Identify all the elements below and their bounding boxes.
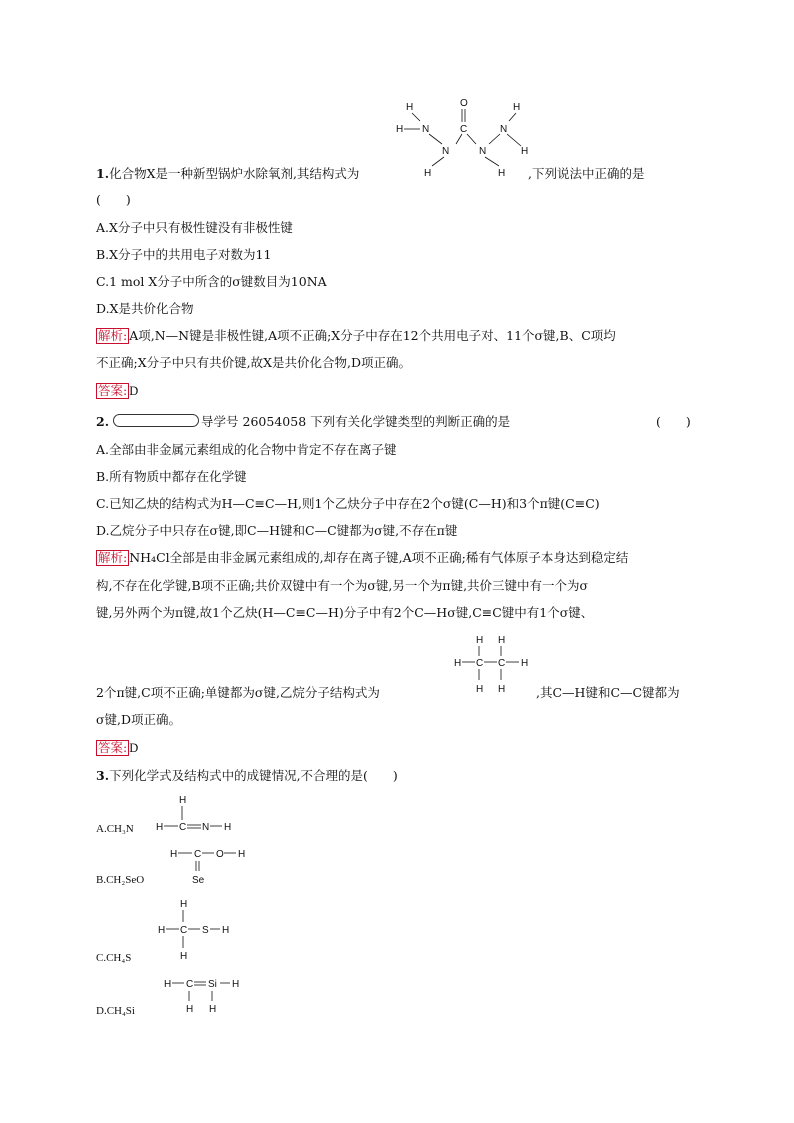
q1-stem-after: ,下列说法中正确的是 <box>528 166 645 181</box>
q3-option-b: B.CH₂SeO <box>96 874 145 886</box>
q1-analysis-line2: 不正确;X分子中只有共价键,故X是共价化合物,D项正确。 <box>96 355 411 370</box>
q3-stem-text: 下列化学式及结构式中的成键情况,不合理的是( ) <box>109 768 398 783</box>
atom-n: N <box>442 146 450 157</box>
q3-stem <box>96 768 398 784</box>
bond-line <box>429 134 442 144</box>
atom-n: N <box>500 124 508 135</box>
option-a-structure <box>152 793 242 839</box>
atom-n: N <box>479 146 487 157</box>
guide-badge <box>113 414 199 427</box>
q2-answer <box>96 740 138 756</box>
atom-c: C <box>460 124 468 135</box>
q2-analysis-line5: σ键,D项正确。 <box>96 712 182 727</box>
atom-s: S <box>202 925 209 936</box>
bond-line <box>485 157 499 166</box>
bond-line <box>489 134 500 144</box>
atom-h: H <box>424 168 432 179</box>
atom-o: O <box>216 849 224 860</box>
q1-stem-before: 化合物X是一种新型锅炉水除氧剂,其结构式为 <box>109 166 360 181</box>
bond-line <box>509 113 516 121</box>
bond-line <box>467 134 476 144</box>
q1-option-d: D.X是共价化合物 <box>96 301 194 316</box>
q1-number: 1. <box>96 166 110 181</box>
atom-h: H <box>406 102 414 113</box>
q1-option-c: C.1 mol X分子中所含的σ键数目为10NA <box>96 274 327 289</box>
atom-h: H <box>454 658 462 669</box>
q3-option-c: C.CH₄S <box>96 952 132 964</box>
option-c-structure <box>150 896 240 966</box>
bond-line <box>507 134 521 146</box>
atom-h: H <box>513 102 521 113</box>
q3-option-d: D.CH₄Si <box>96 1005 135 1017</box>
atom-h: H <box>224 822 232 833</box>
atom-h: H <box>521 658 529 669</box>
atom-c: C <box>194 849 202 860</box>
q2-analysis-line1 <box>96 550 628 566</box>
q2-option-a: A.全部由非金属元素组成的化合物中肯定不存在离子键 <box>96 442 397 457</box>
q1-paren: ( ) <box>96 192 131 207</box>
option-d-structure <box>158 972 248 1018</box>
atom-h: H <box>156 822 164 833</box>
q2-analysis-line2: 构,不存在化学键,B项不正确;共价双键中有一个为σ键,另一个为π键,共价三键中有一个为σ <box>96 578 589 593</box>
q2-analysis-line3: 键,另外两个为π键,故1个乙炔(H—C≡C—H)分子中有2个C—Hσ键,C≡C键中有1个σ键、 <box>96 605 594 620</box>
atom-h: H <box>180 899 188 910</box>
atom-c: C <box>476 658 484 669</box>
atom-h: H <box>396 124 404 135</box>
atom-h: H <box>179 795 187 806</box>
atom-h: H <box>232 979 240 990</box>
q2-analysis-text: NH₄Cl全部是由非金属元素组成的,却存在离子键,A项不正确;稀有气体原子本身达到稳定结 <box>129 550 629 565</box>
x-structure-diagram <box>396 96 536 182</box>
atom-c: C <box>180 925 188 936</box>
q2-stem-text: 下列有关化学键类型的判断正确的是 <box>310 414 511 429</box>
atom-h: H <box>498 635 506 646</box>
atom-h: H <box>498 684 506 695</box>
q3-option-a: A.CH₃N <box>96 823 134 835</box>
bond-line <box>432 157 444 166</box>
q2-analysis-line4b: ,其C—H键和C—C键都为 <box>536 685 680 700</box>
answer-label: 答案: <box>98 740 128 755</box>
atom-h: H <box>238 849 246 860</box>
atom-h: H <box>186 1004 194 1015</box>
q2-analysis-line4a: 2个π键,C项不正确;单键都为σ键,乙烷分子结构式为 <box>96 685 380 700</box>
atom-n: N <box>422 124 430 135</box>
q1-answer-value: D <box>129 384 139 398</box>
analysis-label: 解析: <box>98 550 128 565</box>
atom-h: H <box>164 979 172 990</box>
atom-h: H <box>158 925 166 936</box>
atom-h: H <box>180 951 188 962</box>
q1-analysis-line1 <box>96 328 616 344</box>
atom-o: O <box>460 98 468 109</box>
q1-option-a: A.X分子中只有极性键没有非极性键 <box>96 220 293 235</box>
atom-se: Se <box>192 875 205 886</box>
atom-h: H <box>498 168 506 179</box>
atom-h: H <box>521 146 529 157</box>
option-b-structure <box>166 842 256 888</box>
q2-number: 2. <box>96 414 110 429</box>
bond-line <box>412 113 420 121</box>
q1-analysis-text: A项,N—N键是非极性键,A项不正确;X分子中存在12个共用电子对、11个σ键,B、C项均 <box>129 328 616 343</box>
q2-option-d: D.乙烷分子中只存在σ键,即C—H键和C—C键都为σ键,不存在π键 <box>96 523 458 538</box>
ethane-structure-diagram <box>452 632 536 698</box>
atom-n: N <box>202 822 210 833</box>
atom-h: H <box>209 1004 217 1015</box>
q2-option-c: C.已知乙炔的结构式为H—C≡C—H,则1个乙炔分子中存在2个σ键(C—H)和3个π键(C≡C) <box>96 496 600 511</box>
atom-c: C <box>186 979 194 990</box>
q2-paren: ( ) <box>656 414 691 429</box>
q2-option-b: B.所有物质中都存在化学键 <box>96 469 247 484</box>
atom-h: H <box>170 849 178 860</box>
q1-stem <box>96 166 359 182</box>
atom-h: H <box>476 684 484 695</box>
q2-stem <box>96 414 510 430</box>
q3-number: 3. <box>96 768 110 783</box>
bond-line <box>456 134 462 144</box>
q2-guide-number: 导学号 26054058 <box>201 414 307 429</box>
q1-option-b: B.X分子中的共用电子对数为11 <box>96 247 272 262</box>
atom-h: H <box>476 635 484 646</box>
q1-answer <box>96 383 138 399</box>
atom-c: C <box>179 822 187 833</box>
q2-answer-value: D <box>129 741 139 755</box>
atom-si: Si <box>208 979 217 990</box>
answer-label: 答案: <box>98 383 128 398</box>
atom-c: C <box>498 658 506 669</box>
atom-h: H <box>222 925 230 936</box>
analysis-label: 解析: <box>98 328 128 343</box>
